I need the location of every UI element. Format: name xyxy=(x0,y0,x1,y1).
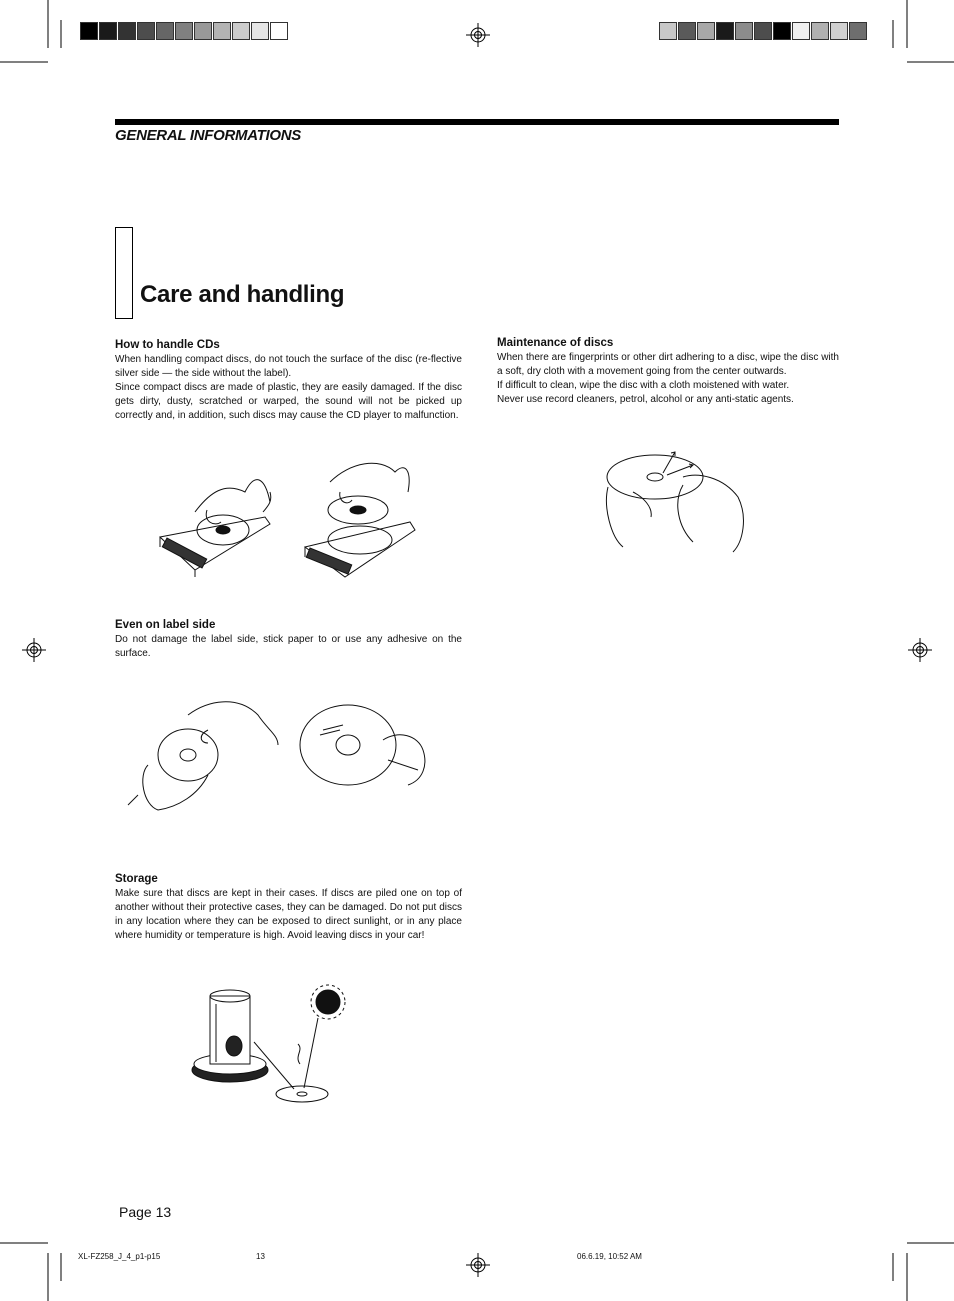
disc-icon xyxy=(276,1086,328,1102)
heading-handle-cds: How to handle CDs xyxy=(115,339,220,351)
illustration-handle-cd-tray xyxy=(155,452,475,582)
color-swatch xyxy=(118,22,136,40)
illustration-storage-heat-sun xyxy=(192,984,362,1114)
footer-page: 13 xyxy=(256,1252,265,1261)
registration-mark-right xyxy=(908,638,932,662)
registration-mark-bottom xyxy=(466,1253,490,1277)
color-swatch xyxy=(716,22,734,40)
page-number: Page 13 xyxy=(119,1204,172,1220)
title-marker xyxy=(115,227,133,319)
heater-icon xyxy=(192,990,268,1082)
illustration-label-side xyxy=(128,695,448,825)
footer-filename: XL-FZ258_J_4_p1-p15 xyxy=(78,1252,161,1261)
color-swatch xyxy=(735,22,753,40)
section-label: GENERAL INFORMATIONS xyxy=(115,127,301,144)
text-storage: Make sure that discs are kept in their cases. If discs are piled one on top of another without their protective cases, they can be damaged. Do not put discs in any location where they can be exposed to direct sunlight, or in any place where humidity or temperature is high. Avoid leaving discs in your car! xyxy=(115,888,462,941)
color-swatch xyxy=(175,22,193,40)
header-rule xyxy=(115,119,839,125)
text-label-side: Do not damage the label side, stick paper to or use any adhesive on the surface. xyxy=(115,634,462,659)
color-swatch xyxy=(232,22,250,40)
color-swatch xyxy=(697,22,715,40)
color-swatch xyxy=(678,22,696,40)
color-swatch xyxy=(792,22,810,40)
illustration-wiping-disc xyxy=(603,447,753,557)
color-swatch xyxy=(213,22,231,40)
color-swatch xyxy=(811,22,829,40)
color-swatch xyxy=(99,22,117,40)
color-swatch xyxy=(773,22,791,40)
color-swatch xyxy=(156,22,174,40)
footer-timestamp: 06.6.19, 10:52 AM xyxy=(577,1252,642,1261)
color-swatch xyxy=(251,22,269,40)
color-swatch xyxy=(830,22,848,40)
registration-mark-top xyxy=(466,23,490,47)
text-handle-cds: When handling compact discs, do not touch the surface of the disc (re-flective silver side — the side without the label). Since compact discs are made of plastic, they are easily damaged. If the disc gets dirty, dusty, scratched or warped, the sound will not be picked up correctly and, in addition, such discs may cause the CD player to malfunction. xyxy=(115,354,462,421)
color-swatch xyxy=(659,22,677,40)
color-swatch xyxy=(137,22,155,40)
heading-label-side: Even on label side xyxy=(115,619,216,631)
color-swatch xyxy=(849,22,867,40)
registration-mark-left xyxy=(22,638,46,662)
color-swatch xyxy=(270,22,288,40)
color-bar-right xyxy=(659,22,868,40)
heading-storage: Storage xyxy=(115,873,158,885)
sun-icon xyxy=(311,985,345,1019)
color-swatch xyxy=(194,22,212,40)
color-bar-left xyxy=(80,22,289,40)
text-maintenance: When there are fingerprints or other dirt adhering to a disc, wipe the disc with a soft, dry cloth with a movement going from the center outwards. If difficult to clean, wipe the disc with a cloth moistened with water. Never use record cleaners, petrol, alcohol or any anti-static agents. xyxy=(497,352,839,405)
heading-maintenance: Maintenance of discs xyxy=(497,337,614,349)
page-title: Care and handling xyxy=(140,281,345,308)
color-swatch xyxy=(80,22,98,40)
color-swatch xyxy=(754,22,772,40)
